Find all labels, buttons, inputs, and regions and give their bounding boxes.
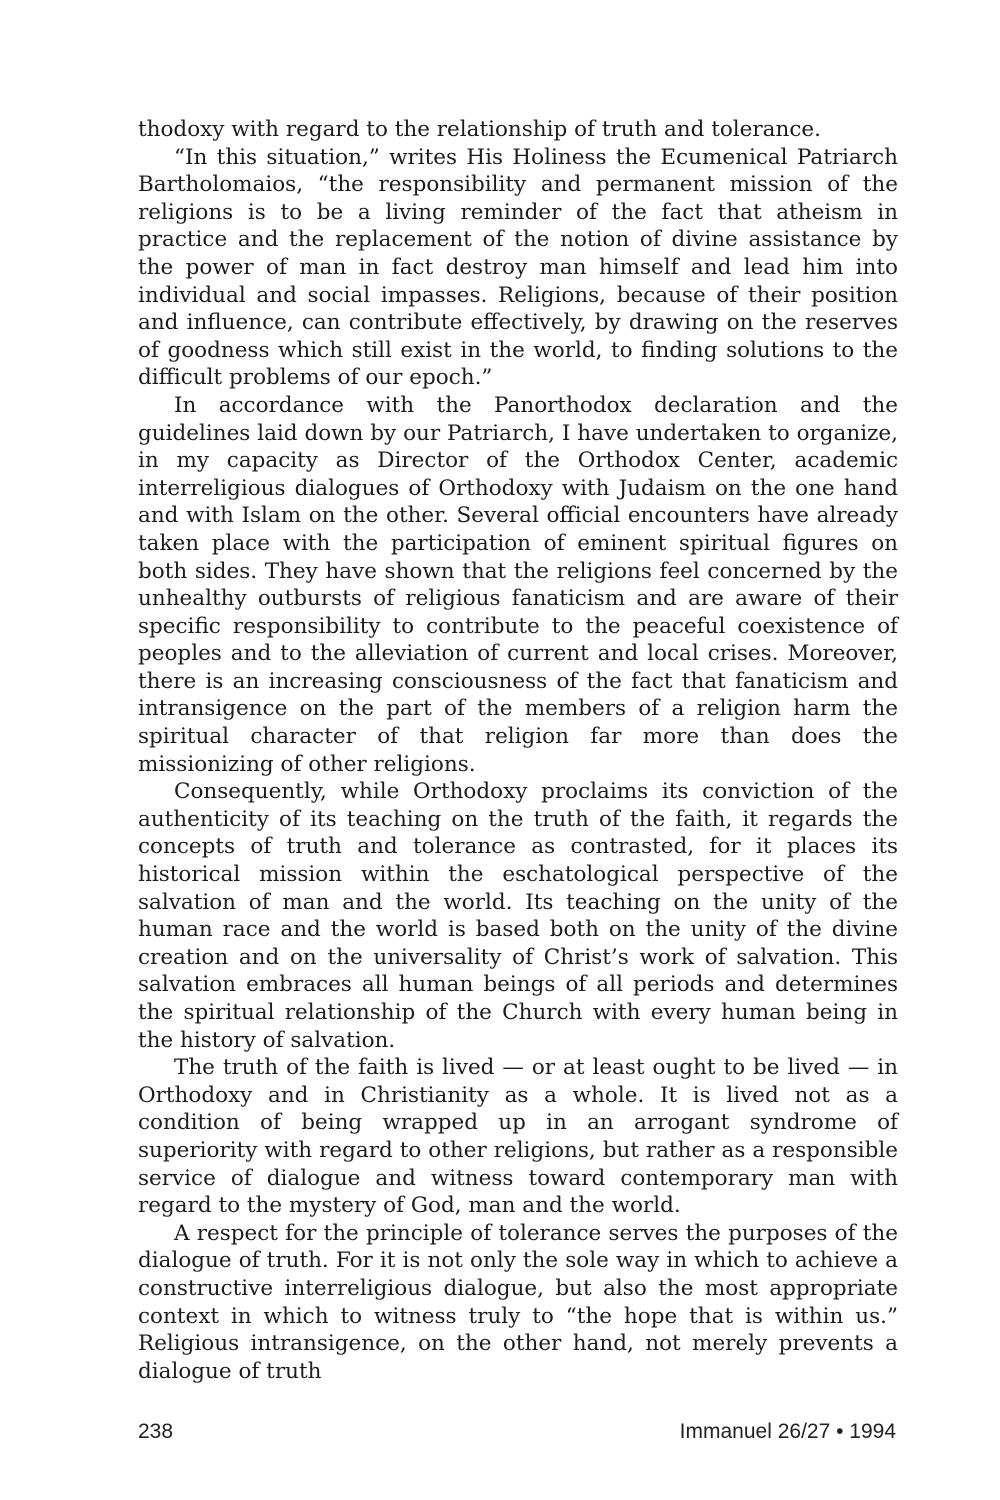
paragraph-continued: thodoxy with regard to the relationship of truth and tolerance. bbox=[138, 117, 821, 142]
journal-citation: Immanuel 26/27 • 1994 bbox=[679, 1420, 896, 1443]
paragraph-principle-of-tolerance: A respect for the principle of tolerance serves the purposes of the dialogue of truth. For it is not only the sole way in which to achieve a constructive interreligious dialogue, but also the most appropriate context in which to witness truly to “the hope that is within us.” Religious intransigence, on the other hand, not merely prevents a dialogue of truth bbox=[138, 1220, 898, 1384]
paragraph-truth-of-faith: The truth of the faith is lived — or at least ought to be lived — in Orthodoxy and in Christianity as a whole. It is lived not as a condition of being wrapped up in an arrogant syndrome of superiority with regard to other religions, but rather as a responsible service of dialogue and witness toward contemporary man with regard to the mystery of God, man and the world. bbox=[138, 1055, 898, 1219]
body-text bbox=[138, 116, 898, 1385]
paragraph-interreligious-dialogues: In accordance with the Panorthodox declaration and the guidelines laid down by our Patriarch, I have undertaken to organize, in my capacity as Director of the Orthodox Center, academic interreligious dialogues of Orthodoxy with Judaism on the one hand and with Islam on the other. Several official encounters have already taken place with the participation of eminent spiritual figures on both sides. They have shown that the religions feel concerned by the unhealthy outbursts of religious fanaticism and are aware of their specific responsibility to contribute to the peaceful coexistence of peoples and to the alleviation of current and local crises. Moreover, there is an increasing consciousness of the fact that fanaticism and intransigence on the part of the members of a religion harm the spiritual character of that religion far more than does the missionizing of other religions. bbox=[138, 392, 898, 777]
page-number: 238 bbox=[138, 1420, 174, 1443]
paragraph-patriarch-quote: “In this situation,” writes His Holiness the Ecumenical Patriarch Bartholomaios, “the responsibility and permanent mission of the religions is to be a living reminder of the fact that atheism in practice and the replacement of the notion of divine assistance by the power of man in fact destroy man himself and lead him into individual and social impasses. Religions, because of their position and influence, can contribute effectively, by drawing on the reserves of goodness which still exist in the world, to finding solutions to the difficult problems of our epoch.” bbox=[138, 144, 898, 391]
paragraph-truth-and-tolerance: Consequently, while Orthodoxy proclaims its conviction of the authenticity of its teaching on the truth of the faith, it regards the concepts of truth and tolerance as contrasted, for it places its historical mission within the eschatological perspective of the salvation of man and the world. Its teaching on the unity of the human race and the world is based both on the unity of the divine creation and on the universality of Christ’s work of salvation. This salvation embraces all human beings of all periods and determines the spiritual relationship of the Church with every human being in the history of salvation. bbox=[138, 779, 898, 1053]
page-footer bbox=[138, 1420, 896, 1444]
